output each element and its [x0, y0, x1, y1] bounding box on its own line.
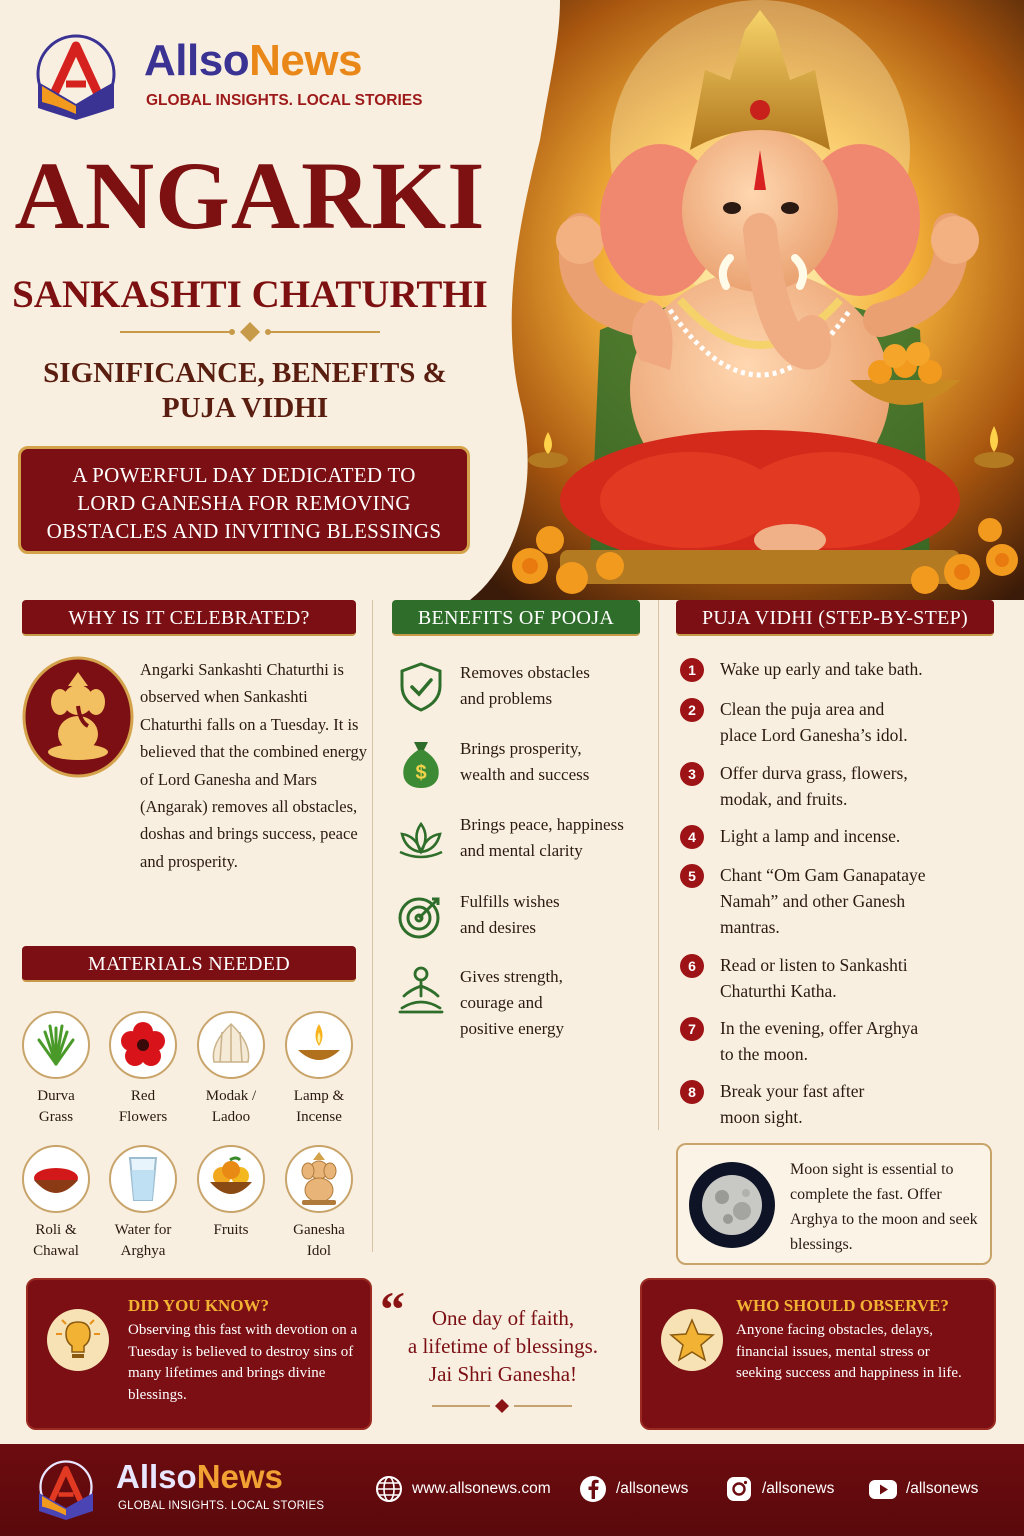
quote-line: One day of faith,: [431, 1306, 575, 1330]
step-text: to the moon.: [720, 1044, 808, 1064]
brand-tagline: GLOBAL INSIGHTS. LOCAL STORIES: [146, 92, 423, 109]
banner-line1: A POWERFUL DAY DEDICATED TO: [72, 463, 416, 487]
step-text: Wake up early and take bath.: [720, 659, 923, 679]
brand-name-part2: News: [249, 36, 363, 85]
step-number: 3: [680, 762, 704, 786]
instagram-handle[interactable]: /allsonews: [762, 1480, 835, 1497]
step-text: Light a lamp and incense.: [720, 826, 901, 846]
material-label: Incense: [296, 1108, 342, 1125]
durva-grass-icon: [21, 1010, 91, 1080]
page-subtitle: SANKASHTI CHATURTHI: [12, 273, 488, 316]
footer-brand-part1: Allso: [116, 1458, 197, 1495]
material-label: Water for: [114, 1222, 172, 1238]
step-text: place Lord Ganesha’s idol.: [720, 725, 908, 745]
benefit-item: [394, 812, 654, 872]
footer-brand-name: [116, 1458, 283, 1496]
target-icon: [394, 889, 448, 943]
material-item-water: [100, 1144, 186, 1261]
step-text: Chant “Om Gam Ganapataye: [720, 865, 926, 885]
did-you-know-title: DID YOU KNOW?: [128, 1296, 270, 1315]
step-number: 1: [680, 658, 704, 682]
step-text: modak, and fruits.: [720, 789, 848, 809]
step-number: 5: [680, 864, 704, 888]
banner-line3: OBSTACLES AND INVITING BLESSINGS: [46, 519, 442, 543]
benefit-text: courage and: [460, 993, 543, 1012]
material-label: Fruits: [213, 1222, 249, 1238]
quote-line: a lifetime of blessings.: [407, 1334, 599, 1358]
money-bag-icon: [394, 736, 448, 790]
material-label: Lamp &: [293, 1088, 345, 1104]
ganesha-medallion-icon: [22, 656, 134, 778]
footer-tagline: GLOBAL INSIGHTS. LOCAL STORIES: [118, 1500, 325, 1512]
why-description: Angarki Sankashti Chaturthi is observed when Sankashti Chaturthi falls on a Tuesday. It is believed that the combined energy of Lord Ganesha and Mars (Angarak) removes all obstacles, doshas and brings success, peace and prosperity.: [140, 660, 367, 871]
significance-heading: [0, 356, 490, 426]
footer: [0, 1444, 1024, 1536]
red-flower-icon: [108, 1010, 178, 1080]
benefit-text: Brings prosperity,: [460, 739, 582, 758]
footer-brand-part2: News: [196, 1458, 283, 1495]
benefit-item: [394, 964, 654, 1048]
materials-heading: MATERIALS NEEDED: [22, 946, 356, 982]
hero-banner: [18, 446, 470, 554]
moon-note-box: [676, 1143, 992, 1265]
lotus-icon: [394, 812, 448, 866]
material-item-ganesha-idol: [276, 1144, 362, 1261]
material-item-fruits: [188, 1144, 274, 1241]
quote-icon: “: [380, 1281, 405, 1337]
moon-note-text: Moon sight is essential to complete the fast. Offer Arghya to the moon and seek blessings.: [790, 1161, 978, 1253]
who-should-observe-panel: [640, 1278, 996, 1430]
benefit-item: [394, 660, 654, 720]
lamp-icon: [284, 1010, 354, 1080]
benefit-text: Removes obstacles: [460, 663, 590, 682]
light-bulb-icon: [46, 1308, 110, 1372]
banner-line2: LORD GANESHA FOR REMOVING: [77, 491, 411, 515]
benefit-text: Gives strength,: [460, 967, 563, 986]
step-text: moon sight.: [720, 1107, 803, 1127]
star-icon: [660, 1308, 724, 1372]
material-label: Grass: [38, 1108, 74, 1125]
step-text: In the evening, offer Arghya: [720, 1018, 919, 1038]
youtube-icon: [868, 1474, 898, 1504]
material-label: Ladoo: [211, 1108, 251, 1125]
material-label: Red: [130, 1088, 156, 1104]
did-you-know-panel: [26, 1278, 372, 1430]
puja-vidhi-heading: PUJA VIDHI (STEP-BY-STEP): [676, 600, 994, 636]
shield-check-icon: [394, 660, 448, 714]
step-text: Clean the puja area and: [720, 699, 885, 719]
why-heading: WHY IS IT CELEBRATED?: [22, 600, 356, 636]
step-number: 6: [680, 954, 704, 978]
quote-line: Jai Shri Ganesha!: [428, 1362, 578, 1386]
benefits-heading: BENEFITS OF POOJA: [392, 600, 640, 636]
benefit-item: [394, 889, 654, 949]
who-should-observe-body: Anyone facing obstacles, delays, financial issues, mental stress or seeking success and happiness in life.: [736, 1322, 962, 1381]
material-item-roli: [13, 1144, 99, 1261]
did-you-know-body: Observing this fast with devotion on a Tuesday is believed to destroy sins of many lifetimes and brings divine blessings.: [128, 1322, 358, 1403]
column-divider: [658, 600, 659, 1130]
step-number: 8: [680, 1080, 704, 1104]
material-label: Ganesha: [293, 1222, 345, 1238]
water-glass-icon: [108, 1144, 178, 1214]
benefit-text: and mental clarity: [460, 841, 583, 860]
significance-line1: SIGNIFICANCE, BENEFITS &: [43, 357, 447, 389]
step-text: Break your fast after: [720, 1081, 865, 1101]
fruit-basket-icon: [196, 1144, 266, 1214]
globe-icon: [374, 1474, 404, 1504]
material-label: Chawal: [33, 1242, 79, 1259]
material-item-red-flowers: [100, 1010, 186, 1127]
material-label: Roli &: [35, 1222, 77, 1238]
step-text: Read or listen to Sankashti: [720, 955, 908, 975]
material-label: Modak /: [205, 1088, 257, 1104]
benefit-text: Brings peace, happiness: [460, 815, 624, 834]
page-title: ANGARKI: [14, 142, 486, 249]
facebook-icon: [578, 1474, 608, 1504]
ornament-divider-icon: [120, 320, 380, 344]
step-number: 4: [680, 825, 704, 849]
svg-text:$: $: [415, 762, 427, 784]
quote-block: [368, 1304, 638, 1388]
ganesha-idol-icon: [284, 1144, 354, 1214]
website-text[interactable]: www.allsonews.com: [412, 1480, 551, 1497]
material-label: Flowers: [118, 1108, 168, 1125]
benefit-text: Fulfills wishes: [460, 892, 560, 911]
who-should-observe-title: WHO SHOULD OBSERVE?: [736, 1296, 949, 1315]
material-item-modak: [188, 1010, 274, 1127]
youtube-handle[interactable]: /allsonews: [906, 1480, 979, 1497]
step-text: mantras.: [720, 917, 780, 937]
benefit-text: and desires: [460, 918, 537, 937]
benefit-text: and problems: [460, 689, 553, 708]
material-label: Durva: [37, 1088, 75, 1104]
meditation-icon: [394, 964, 448, 1018]
material-label: Idol: [306, 1242, 332, 1259]
brand-name: [144, 36, 362, 86]
step-text: Chaturthi Katha.: [720, 981, 837, 1001]
facebook-handle[interactable]: /allsonews: [616, 1480, 689, 1497]
allsonews-logo-icon: [26, 34, 126, 120]
benefit-text: positive energy: [460, 1019, 565, 1038]
modak-icon: [196, 1010, 266, 1080]
step-text: Namah” and other Ganesh: [720, 891, 906, 911]
material-item-lamp: [276, 1010, 362, 1127]
roli-bowl-icon: [21, 1144, 91, 1214]
step-text: Offer durva grass, flowers,: [720, 763, 908, 783]
material-label: Arghya: [120, 1242, 166, 1259]
material-item-durva-grass: [13, 1010, 99, 1127]
step-number: 2: [680, 698, 704, 722]
ornament-divider-icon: [432, 1396, 572, 1416]
allsonews-logo-icon: [28, 1460, 104, 1520]
moon-icon: [688, 1161, 776, 1249]
brand-name-part1: Allso: [144, 36, 250, 85]
column-divider: [372, 600, 373, 1252]
step-number: 7: [680, 1017, 704, 1041]
significance-line2: PUJA VIDHI: [161, 392, 329, 424]
benefit-item: [394, 736, 654, 796]
benefit-text: wealth and success: [460, 765, 590, 784]
instagram-icon: [724, 1474, 754, 1504]
